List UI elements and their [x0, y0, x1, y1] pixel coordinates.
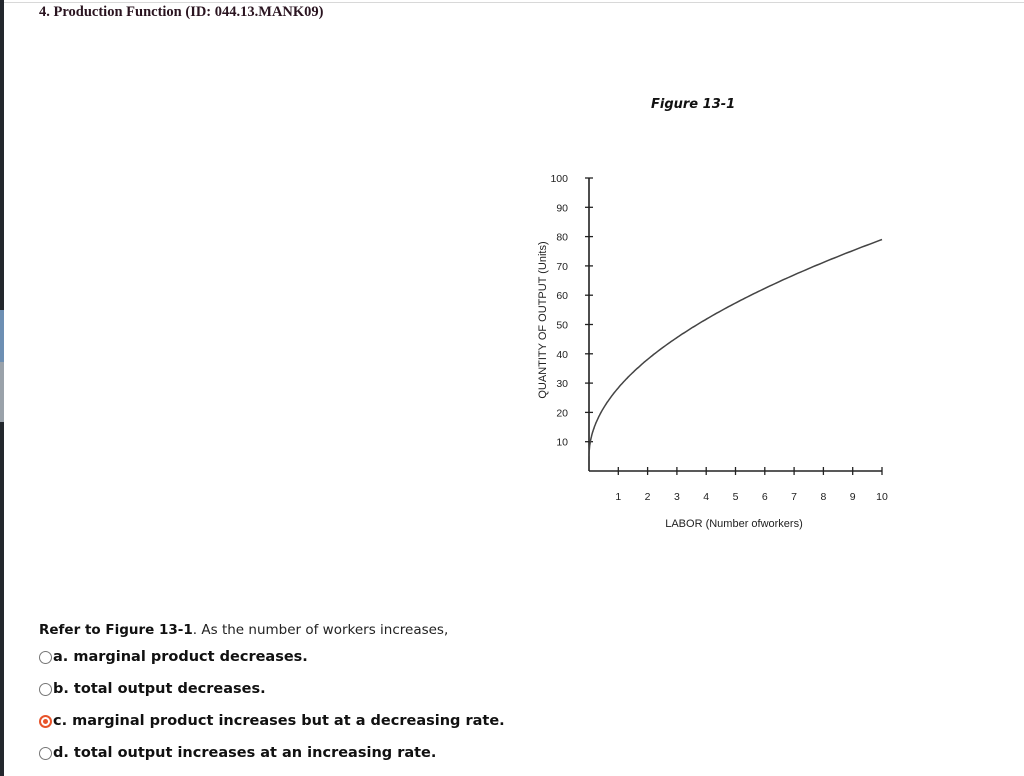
x-tick-label: 4	[703, 491, 710, 503]
y-tick-label: 40	[556, 348, 568, 361]
x-tick-label: 10	[876, 491, 888, 503]
y-tick-label: 50	[556, 319, 568, 332]
y-tick-label: 20	[556, 407, 568, 420]
option-label: c. marginal product increases but at a decreasing rate.	[53, 713, 505, 729]
y-tick-label: 100	[550, 173, 568, 185]
x-tick-labels	[615, 491, 888, 503]
y-tick-label: 80	[556, 231, 568, 244]
option-label: b. total output decreases.	[53, 681, 266, 697]
y-axis-label: QUANTITY OF OUTPUT (Units)	[537, 241, 549, 399]
option-c[interactable]	[39, 713, 505, 729]
question-prompt	[39, 622, 448, 638]
question-title: 4. Production Function (ID: 044.13.MANK09)	[39, 4, 324, 20]
y-tick-labels	[550, 173, 568, 449]
option-d[interactable]	[39, 745, 436, 761]
figure-title: Figure 13-1	[651, 97, 736, 112]
radio-icon[interactable]	[39, 747, 52, 760]
y-tick-label: 70	[556, 260, 568, 273]
x-axis-label: LABOR (Number ofworkers)	[665, 518, 803, 530]
option-b[interactable]	[39, 681, 266, 697]
x-tick-label: 8	[820, 491, 827, 503]
x-tick-label: 6	[761, 491, 768, 503]
x-tick-label: 5	[732, 491, 739, 503]
x-tick-label: 1	[615, 491, 622, 503]
prompt-reference: Refer to Figure 13-1	[39, 622, 193, 638]
y-tick-label: 60	[556, 290, 568, 303]
y-tick-label: 90	[556, 202, 568, 215]
total-product-curve	[589, 240, 882, 457]
option-a[interactable]	[39, 649, 308, 665]
radio-selected-icon[interactable]	[39, 715, 52, 728]
x-tick-label: 3	[673, 491, 680, 503]
chart-axes	[589, 178, 882, 471]
y-tick-label: 30	[556, 378, 568, 391]
radio-icon[interactable]	[39, 651, 52, 664]
x-tick-label: 7	[791, 491, 798, 503]
radio-icon[interactable]	[39, 683, 52, 696]
option-label: d. total output increases at an increasing rate.	[53, 745, 437, 761]
option-label: a. marginal product decreases.	[53, 649, 308, 665]
prompt-text: . As the number of workers increases,	[192, 622, 449, 638]
x-tick-label: 9	[849, 491, 856, 503]
x-tick-label: 2	[644, 491, 651, 503]
y-tick-label: 10	[556, 436, 568, 449]
